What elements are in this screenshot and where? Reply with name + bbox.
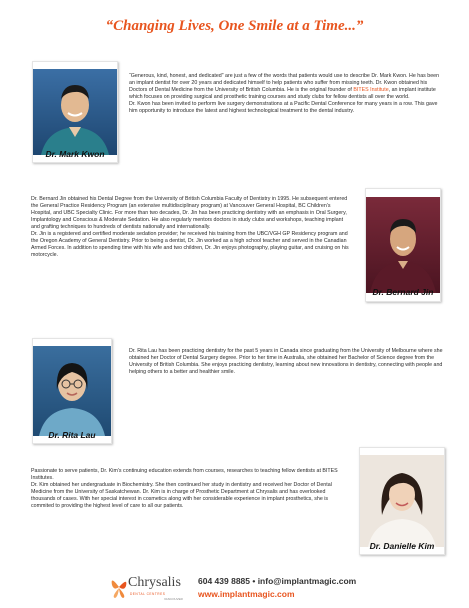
bio-rita-lau-p1: Dr. Rita Lau has been practicing dentistry for the past 5 years in Canada since graduating from the University of Melbourne where she obtained her Doctor of Dental Surgery degree. Prior to her time in Australia, she obtained her Bachelor of Science degree from the University of British Columbia. She enjoys practicing dentistry, learning about new innovations in dentistry, connecting with people and helping others to a better and healthier smile. (129, 348, 443, 375)
logo-subtitle: DENTAL CENTRES (130, 592, 166, 596)
bio-rita-lau (129, 348, 445, 376)
portrait-rita-lau (33, 339, 111, 443)
bio-mark-kwon-p1: “Generous, kind, honest, and dedicated” are just a few of the words that patients would use to describe Dr. Mark Kwon. He has been an implant dentist for over 20 years and dedicated himself to help patients who suffer from missing teeth. Dr. Kwon obtained his Doctors of Dental Medicine from the University of British Columbia. He is the original founder of BITES Institute, an implant institute which focuses on providing surgical and prosthetic training courses and study clubs for fellow dentists all over the world. (129, 73, 440, 100)
bio-danielle-kim-p1: Passionate to serve patients, Dr. Kim’s continuing education extends from courses, researches to teaching fellow dentists at BITES Institutes. (31, 468, 338, 481)
name-danielle-kim: Dr. Danielle Kim (369, 541, 435, 551)
bio-bernard-jin (31, 196, 349, 259)
photo-danielle-kim (359, 447, 445, 555)
portrait-bernard-jin (366, 189, 440, 301)
portrait-mark-kwon (33, 62, 117, 162)
logo-wordmark: Chrysalis (128, 575, 181, 590)
logo-location: VANCOUVER (164, 597, 183, 601)
website-link[interactable]: www.implantmagic.com (198, 589, 295, 599)
bio-bernard-jin-p1: Dr. Bernard Jin obtained his Dental Degree from the University of British Columbia Faculty of Dentistry in 1995. He subsequent entered the General Practice Residency Program (an extensive multidisciplinary program) at Vancouver General Hospital, BC Children’s Hospital, and UBC Specialty Clinic. For more than two decades, Dr. Jin has been practicing dentistry with an emphasis in Oral Surgery, Implantology and Conscious & Moderate Sedation. He also regularly mentors doctors in study clubs and workshops, teaching implant and grafting techniques to hundreds of dentists nationally and internationally. (31, 196, 348, 230)
portrait-danielle-kim (360, 448, 444, 554)
photo-mark-kwon (32, 61, 118, 163)
photo-bernard-jin (365, 188, 441, 302)
bio-mark-kwon-p2: Dr. Kwon has been invited to perform live surgery demonstrations at a Pacific Dental Conference for many years in a row. This gave him opportunity to introduce the latest and highest technological treatment to the dental industry. (129, 101, 438, 114)
bio-danielle-kim-p2: Dr. Kim obtained her undergraduate in Biochemistry. She then continued her study in dentistry and received her Doctor of Dental Medicine from the University of Saskatchewan. Dr. Kim is in charge of Prosthetic Department at Chrysalis and has overlooked thousands of cases. With her special interest in cosmetics along with her considerable experience in implant prosthetics, she is commited to providing the highest level of care to all our patients. (31, 482, 332, 509)
chrysalis-logo (108, 573, 188, 603)
bio-bernard-jin-p2: Dr. Jin is a registered and certified moderate sedation provider; he received his training from the UBC/VGH GP Residency program and the Oregon Academy of General Dentistry. Prior to being a dentist, Dr. Jin worked as a high school teacher and served in the Canadian Armed Forces. In addition to spending time with his wife and two children, Dr. Jin enjoys photography, playing guitar, and cruising on his motorcycle. (31, 231, 349, 258)
bio-mark-kwon (129, 73, 445, 115)
page-headline: “Changing Lives, One Smile at a Time...” (105, 18, 364, 34)
name-mark-kwon: Dr. Mark Kwon (45, 149, 105, 159)
bio-danielle-kim (31, 468, 347, 510)
butterfly-icon (108, 573, 130, 601)
contact-line[interactable]: 604 439 8885 • info@implantmagic.com (198, 576, 357, 586)
name-rita-lau: Dr. Rita Lau (48, 430, 96, 440)
name-bernard-jin: Dr. Bernard Jin (372, 287, 434, 297)
bites-institute-link: BITES Institute (353, 87, 389, 93)
photo-rita-lau (32, 338, 112, 444)
